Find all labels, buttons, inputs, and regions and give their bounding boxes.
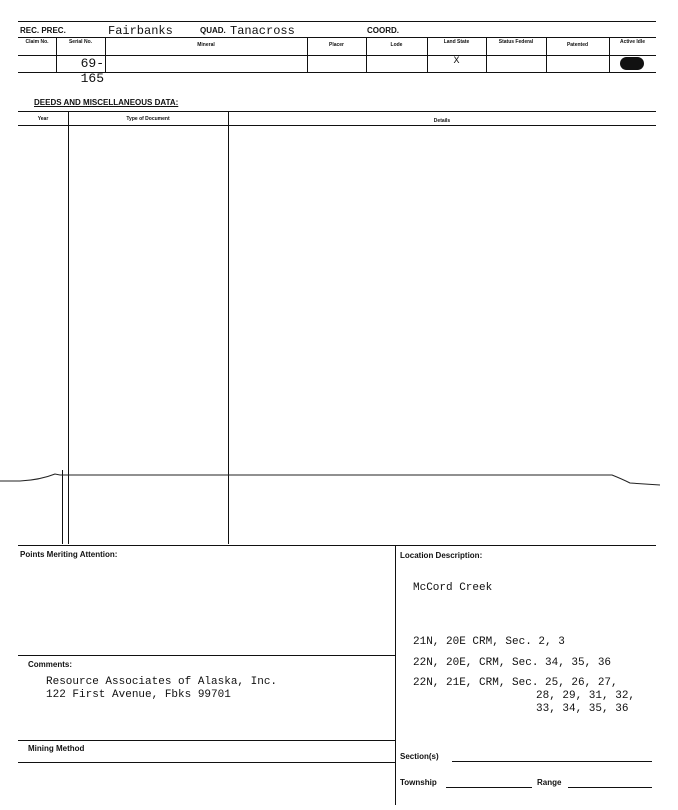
col-patented: Patented [566,42,589,48]
location-line-2: 22N, 20E, CRM, Sec. 34, 35, 36 [413,657,612,669]
col-details: Details [433,118,451,124]
col-active-idle: Active Idle [619,39,645,45]
location-line-3b: 28, 29, 31, 32, [536,690,636,702]
col-type-of-document: Type of Document [126,116,170,122]
bottom-vertical-divider [395,545,396,805]
deeds-title: DEEDS AND MISCELLANEOUS DATA: [34,98,179,107]
header-top-rule [18,21,656,22]
deeds-header-rule [18,125,656,126]
range-field-line[interactable] [568,787,652,788]
quad-label: QUAD. [200,26,226,35]
rec-prec-value: Fairbanks [108,24,173,38]
col-serial-no: Serial No. [68,39,93,45]
comments-line-2: 122 First Avenue, Fbks 99701 [46,689,231,701]
coord-label: COORD. [367,26,399,35]
col-lode: Lode [390,42,403,48]
sections-field-line[interactable] [452,761,652,762]
location-line-1: 21N, 20E CRM, Sec. 2, 3 [413,636,565,648]
land-state-value: X [453,56,460,67]
range-label: Range [537,778,562,787]
mining-method-top-rule [18,740,395,741]
sections-label: Section(s) [400,752,439,761]
col-placer: Placer [328,42,344,48]
quad-value: Tanacross [230,24,295,38]
claim-table-bottom-rule [18,72,656,73]
mining-method-bottom-rule [18,762,395,763]
township-field-line[interactable] [446,787,532,788]
claim-table [18,37,656,86]
comments-line-1: Resource Associates of Alaska, Inc. [46,676,278,688]
bottom-section-rule [18,545,656,546]
deeds-top-rule [18,111,656,112]
comments-label: Comments: [28,660,73,669]
col-status-federal: Status Federal [498,39,534,45]
col-year: Year [37,116,49,122]
claim-table-top-rule [18,37,656,38]
col-land-state: Land State [443,39,470,45]
location-line-3c: 33, 34, 35, 36 [536,703,629,715]
mining-method-label: Mining Method [28,744,85,753]
township-label: Township [400,778,437,787]
points-meriting-attention-label: Points Meriting Attention: [20,550,118,559]
page-fold-line [0,465,678,495]
serial-no-value: 69-165 [80,56,104,86]
col-mineral: Mineral [197,42,215,48]
col-claim-no: Claim No. [25,39,49,45]
rec-prec-label: REC. PREC. [20,26,66,35]
comments-top-rule [18,655,395,656]
location-line-3a: 22N, 21E, CRM, Sec. 25, 26, 27, [413,677,618,689]
claim-table-header-rule [18,55,656,56]
active-idle-mark [620,57,644,70]
location-description-label: Location Description: [400,551,483,560]
location-name: McCord Creek [413,582,493,594]
